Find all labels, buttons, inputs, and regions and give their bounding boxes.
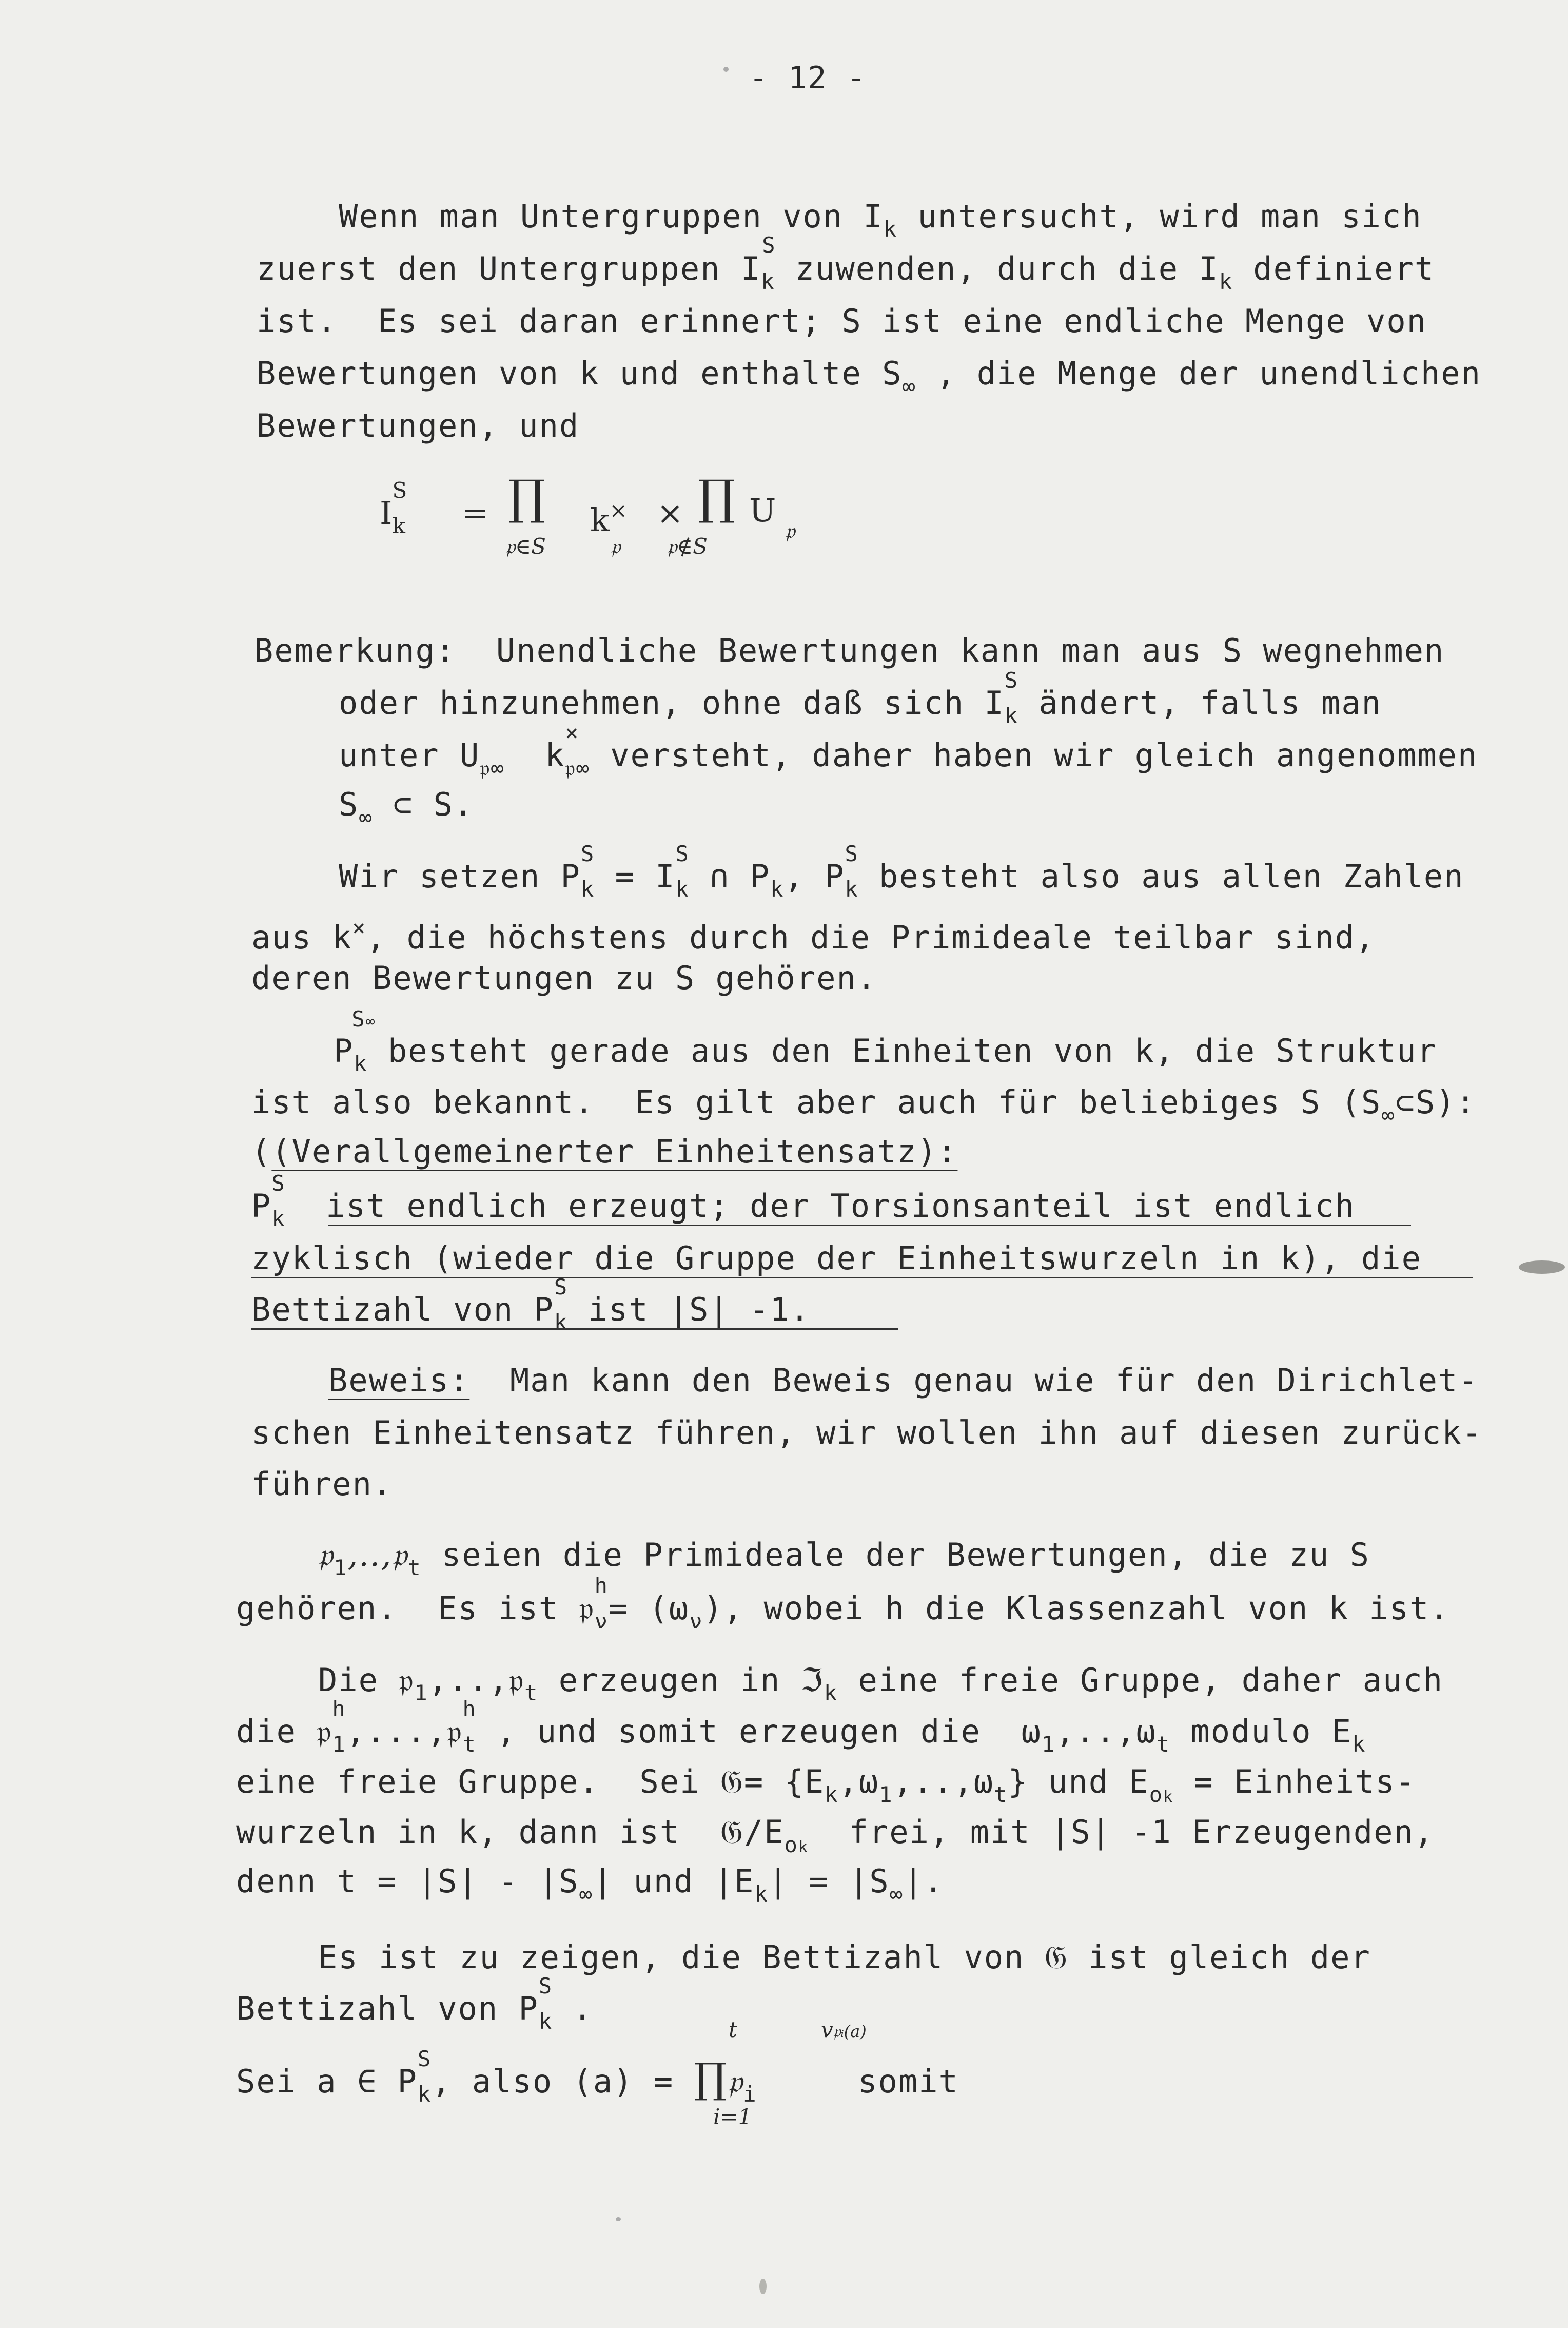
theorem-line-1: P S $_k$ ist endlich erzeugt; der Torsionsanteil ist endlich bbox=[251, 1171, 1355, 1231]
theorem-line-3: Bettizahl von P S $_k$ ist |S| -1. bbox=[251, 1274, 811, 1335]
paragraph-1-line-5: Bewertungen, und bbox=[257, 407, 580, 444]
paragraph-3-line-1: P S∞ $_k$ besteht gerade aus den Einheiten von k, die Struktur bbox=[334, 1006, 1437, 1076]
paragraph-1-line-1: Wenn man Untergruppen von $I_k$ untersucht, wird man sich bbox=[339, 198, 1422, 242]
product-lower-limit: i=1 bbox=[713, 2104, 752, 2129]
paragraph-5-line-4: wurzeln in k, dann ist $𝔊/E_{ok}$ frei, mit |S| -1 Erzeugenden, bbox=[236, 1813, 1435, 1857]
proof-line-2: schen Einheitensatz führen, wir wollen ihn auf diesen zurück- bbox=[251, 1414, 1482, 1451]
theorem-line-2: zyklisch (wieder die Gruppe der Einheitswurzeln in k), die bbox=[251, 1239, 1422, 1277]
scan-speck bbox=[723, 67, 729, 72]
paragraph-5-line-5: denn $t = |S| - |S_\infty|$ und $|E_k| = |S_\infty|$. bbox=[236, 1863, 944, 1907]
proof-line-3: führen. bbox=[251, 1465, 393, 1503]
paragraph-2-line-3: deren Bewertungen zu S gehören. bbox=[251, 959, 877, 997]
theorem-title: ((Verallgemeinerter Einheitensatz): bbox=[251, 1133, 958, 1170]
page-number: - 12 - bbox=[749, 60, 867, 96]
theorem-underline-2 bbox=[251, 1277, 1473, 1278]
paragraph-3-line-2: ist also bekannt. Es gilt aber auch für beliebiges S $(S_\infty\subset S)$: bbox=[251, 1083, 1476, 1128]
paragraph-5-line-3: eine freie Gruppe. Sei 𝔊= $\{E_k,\omega_1,..,\omega_t\}$ und $E_{ok}$ = Einheits- bbox=[236, 1763, 1416, 1807]
remark-line-2: oder hinzunehmen, ohne daß sich I S $_k$ ändert, falls man bbox=[339, 668, 1382, 728]
product-upper-limit: t bbox=[729, 2017, 737, 2042]
paragraph-6-line-2: Bettizahl von P S $_k$ . bbox=[236, 1973, 593, 2034]
paragraph-4-line-1: 𝔭$_1$,..,𝔭$_t$ seien die Primideale der Bewertungen, die zu S bbox=[318, 1536, 1370, 1580]
paragraph-5-line-1: Die 𝔭$_1$,..,𝔭$_t$ erzeugen in ℑ$_k$ eine freie Gruppe, daher auch bbox=[318, 1661, 1444, 1705]
remark-line-4: $S_\infty$ ⊂ S. bbox=[339, 786, 474, 830]
remark-line-1: Bemerkung: Unendliche Bewertungen kann man aus S wegnehmen bbox=[254, 632, 1445, 669]
paragraph-1-line-2: zuerst den Untergruppen I S $_k$ zuwenden, durch die $I_k$ definiert bbox=[257, 232, 1435, 294]
paragraph-1-line-4: Bewertungen von k und enthalte $S_\infty$ , die Menge der unendlichen bbox=[257, 355, 1481, 399]
valuation-exponent: v𝔭ᵢ(a) bbox=[821, 2017, 867, 2042]
paragraph-4-line-2: gehören. Es ist 𝔭 h $_\nu= (\omega_\nu)$, wobei h die Klassenzahl von k ist. bbox=[236, 1573, 1450, 1634]
theorem-underline-3 bbox=[251, 1328, 898, 1330]
paragraph-6-line-3: Sei a ∈ P S $_k$, also (a) = ∏𝔭$_i$ somit bbox=[236, 2046, 959, 2107]
theorem-underline-1 bbox=[328, 1225, 1411, 1226]
proof-line-1: Beweis: Man kann den Beweis genau wie für den Dirichlet- bbox=[328, 1362, 1479, 1399]
paragraph-5-line-2: die 𝔭 h $_1$,...,𝔭 h $_t$ , und somit erzeugen die $\omega_1,..,\omega_t$ modulo $E_k$ bbox=[236, 1696, 1366, 1757]
document-page: - 12 - Wenn man Untergruppen von $I_k$ untersucht, wird man sich zuerst den Untergruppen I S $_k$ zuwenden, durch die $I_k$ definiert ist. Es sei daran erinnert; S ist eine endliche Menge von Bewertungen von k und enthalte $S_\infty$ , die Menge der unendlichen Bewertungen, und I S $_k$ = ∏ k× 𝔭 × ∏ U 𝔭 𝔭∈S 𝔭∉S Bemerkung: Unendliche Bewertungen kann man aus S wegnehmen oder hinzunehmen, ohne daß sich I S $_k$ ändert, falls man unter $U_{𝔭\infty}$ k × $_{𝔭\infty}$ versteht, daher haben wir gleich angenommen $S_\infty$ ⊂ S. Wir setzen P S $_k$ = I S $_k$ ∩ $P_k$, P S $_k$ besteht also aus allen Zahlen aus k×, die höchstens durch die Primideale teilbar sind, deren Bewertungen zu S gehören. P S∞ $_k$ besteht gerade aus den Einheiten von k, die Struktur ist also bekannt. Es gilt aber auch für beliebiges S $(S_\infty\subset S)$: ((Verallgemeinerter Einheitensatz): P S $_k$ ist endlich erzeugt; der Torsionsanteil ist endlich zyklisch (wieder die Gruppe der Einheitswurzeln in k), die Bettizahl von P S $_k$ ist |S| -1. Beweis: Man kann den Beweis genau wie für den Dirichlet- schen Einheitensatz führen, wir wollen ihn auf diesen zurück- führen. 𝔭$_1$,..,𝔭$_t$ seien die Primideale der Bewertungen, die zu S gehören. Es ist 𝔭 h $_\nu= (\omega_\nu)$, wobei h die Klassenzahl von k ist. Die 𝔭$_1$,..,𝔭$_t$ erzeugen in ℑ$_k$ eine freie Gruppe, daher auch die 𝔭 h $_1$,...,𝔭 h $_t$ , und somit erzeugen die $\omega_1,..,\omega_t$ modulo $E_k$ eine freie Gruppe. Sei 𝔊= $\{E_k,\omega_1,..,\omega_t\}$ und $E_{ok}$ = Einheits- wurzeln in k, dann ist $𝔊/E_{ok}$ frei, mit |S| -1 Erzeugenden, denn $t = |S| - |S_\infty|$ und $|E_k| = |S_\infty|$. Es ist zu zeigen, die Bettizahl von 𝔊 ist gleich der Bettizahl von P S $_k$ . Sei a ∈ P S $_k$, also (a) = ∏𝔭$_i$ somit t i=1 v𝔭ᵢ(a) bbox=[0, 0, 1568, 2328]
paragraph-2-line-2: aus k×, die höchstens durch die Primideale teilbar sind, bbox=[251, 915, 1376, 956]
scan-speck bbox=[1519, 1260, 1565, 1274]
scan-speck bbox=[759, 2279, 767, 2294]
paragraph-2-line-1: Wir setzen P S $_k$ = I S $_k$ ∩ $P_k$, P S $_k$ besteht also aus allen Zahlen bbox=[339, 841, 1464, 902]
scan-speck bbox=[616, 2217, 621, 2221]
paragraph-6-line-1: Es ist zu zeigen, die Bettizahl von 𝔊 ist gleich der bbox=[318, 1938, 1371, 1976]
paragraph-1-line-3: ist. Es sei daran erinnert; S ist eine endliche Menge von bbox=[257, 302, 1427, 340]
remark-line-3: unter $U_{𝔭\infty}$ k × $_{𝔭\infty}$ versteht, daher haben wir gleich angenommen bbox=[339, 720, 1478, 781]
